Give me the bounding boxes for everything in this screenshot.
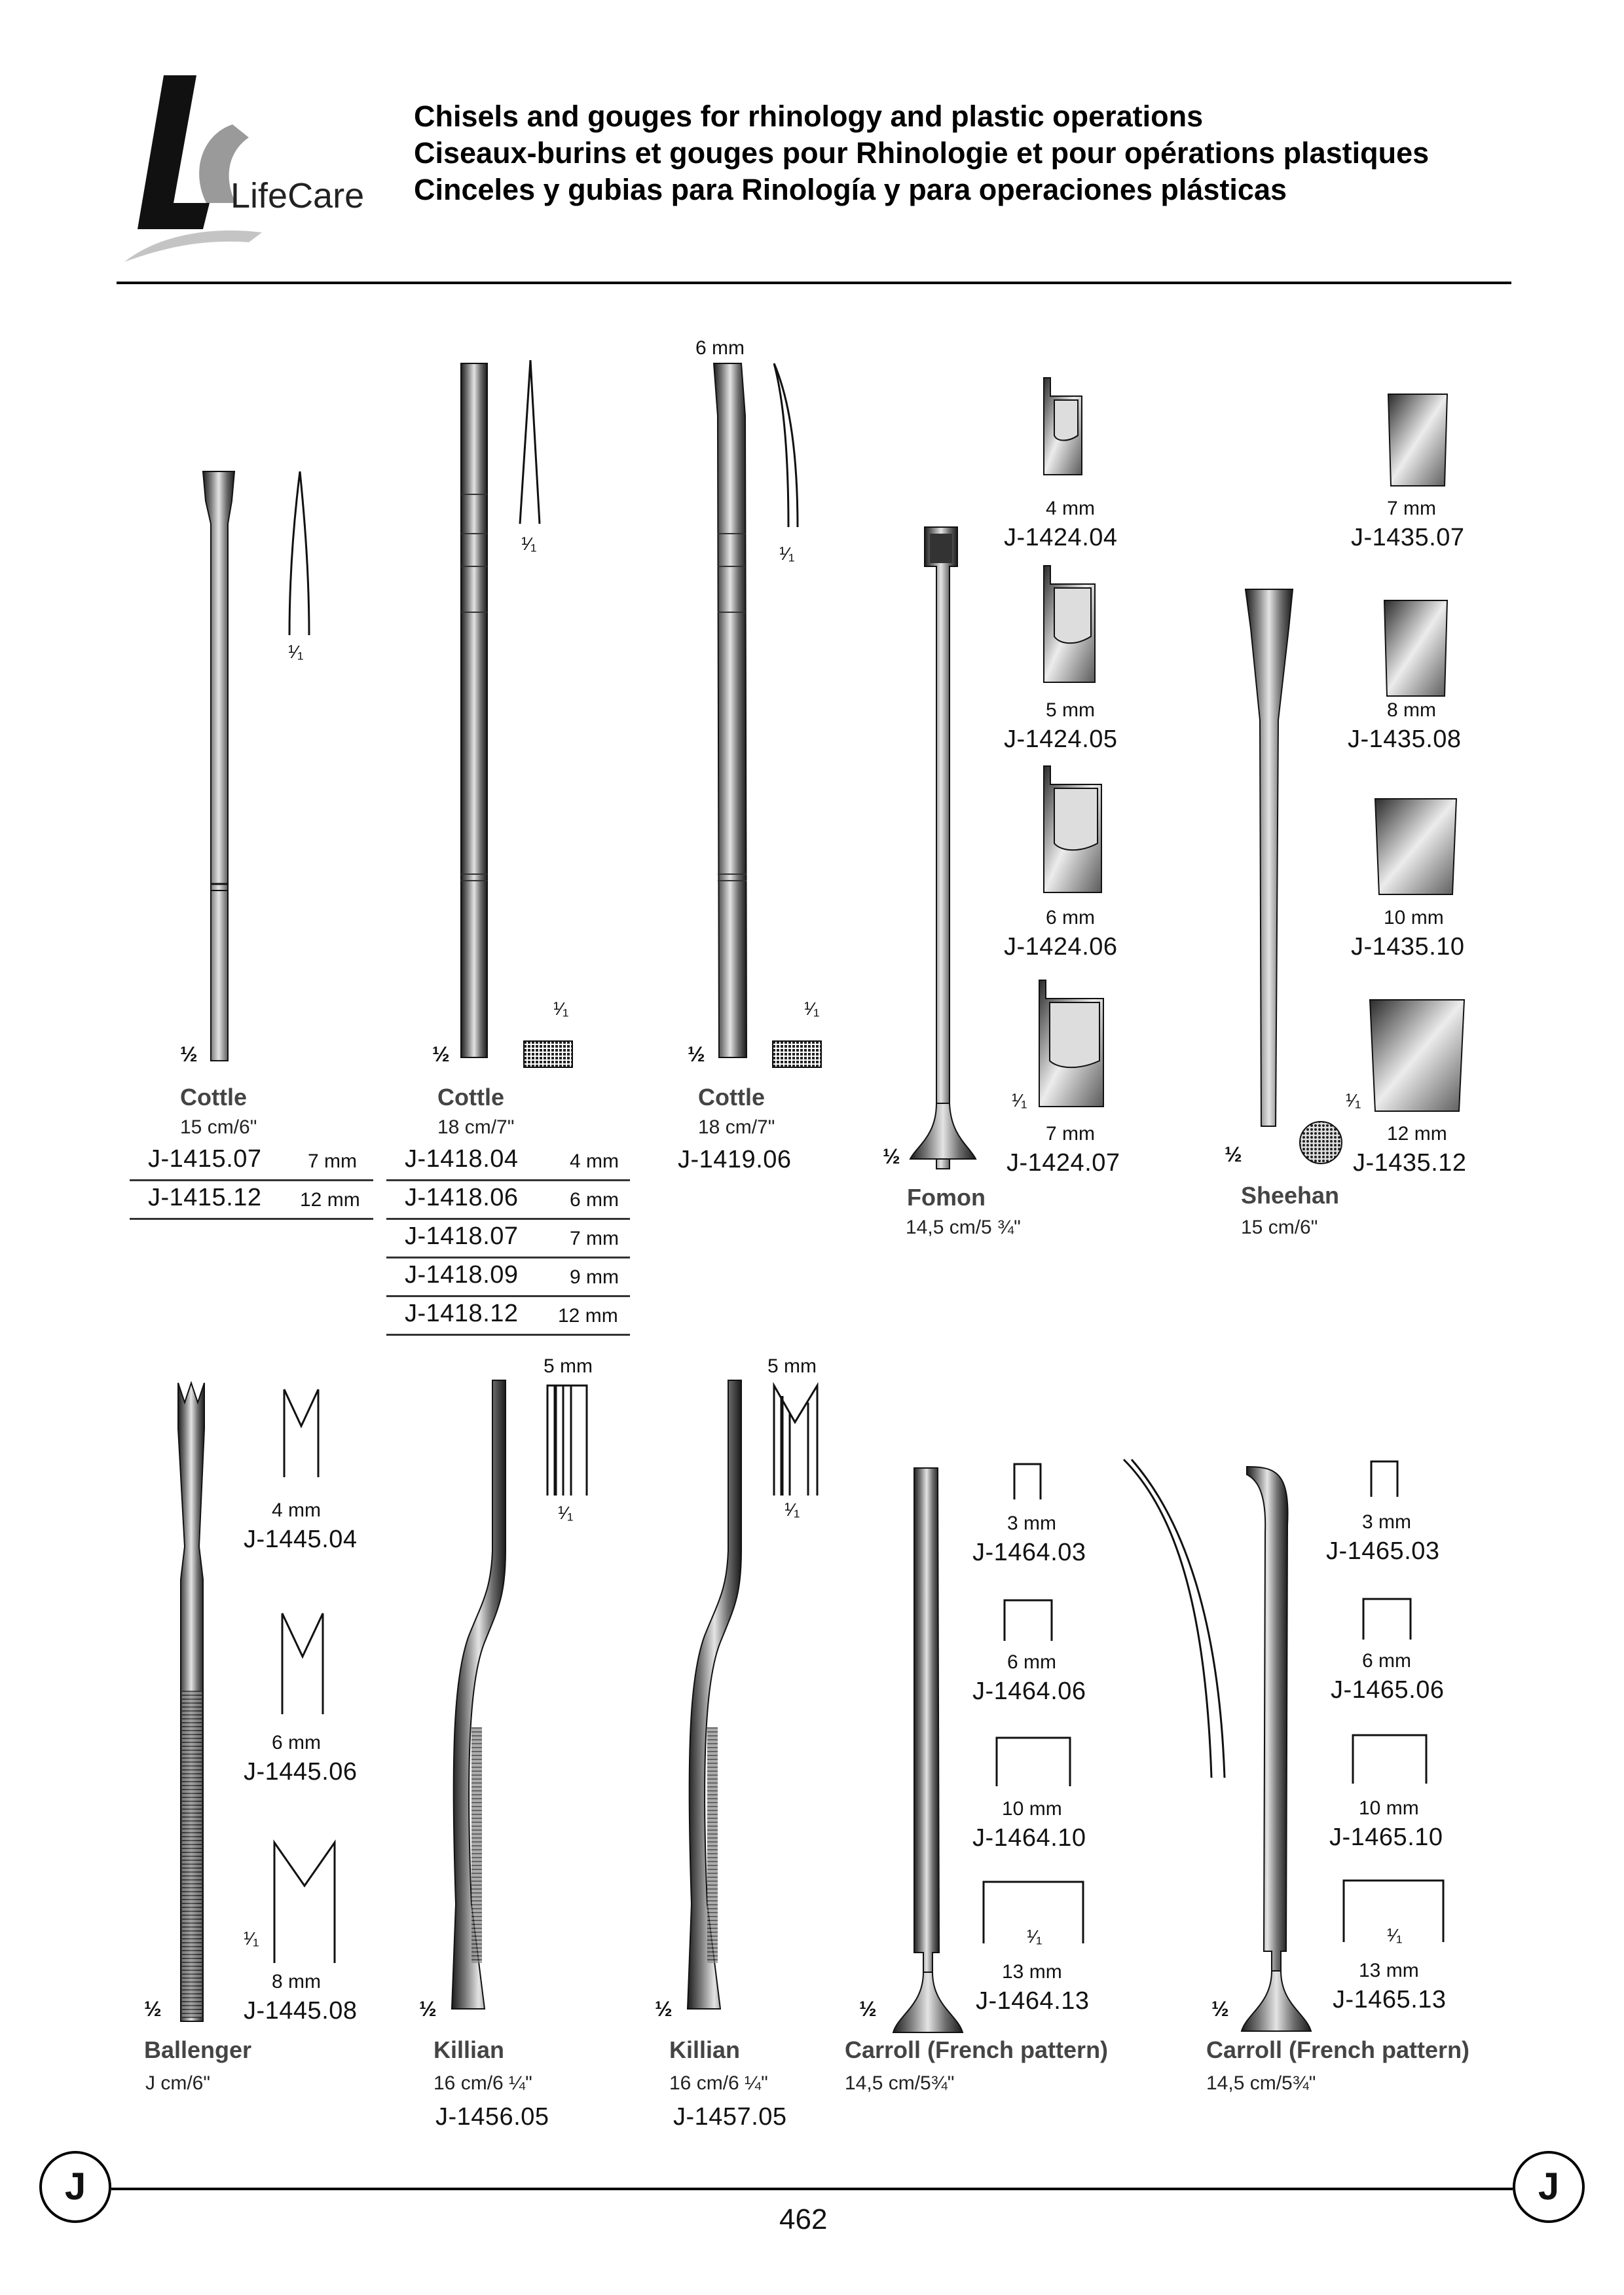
- carroll-1465-tip-3mm-label: 3 mm: [1362, 1511, 1411, 1533]
- cottle-1419-profile-icon: [771, 363, 804, 534]
- cottle-1419-code: J-1419.06: [678, 1146, 792, 1173]
- carroll-1464-name: Carroll (French pattern): [845, 2036, 1109, 2063]
- fomon-tip-5mm-label: 5 mm: [1046, 699, 1095, 721]
- cottle-1415-profile-icon: [287, 471, 313, 642]
- cottle-1418-scale-half: ½: [432, 1042, 450, 1066]
- killian-1456-name: Killian: [434, 2036, 505, 2063]
- cottle-1418-chisel-image: [458, 363, 491, 1064]
- killian-1456-gouge-image: [419, 1380, 511, 2022]
- ballenger-code-06: J-1445.06: [244, 1758, 358, 1786]
- sheehan-tip-10mm-label: 10 mm: [1384, 907, 1444, 928]
- ballenger-tip-4mm-icon: [282, 1387, 321, 1478]
- table-row: J-1418.06 6 mm: [386, 1181, 630, 1220]
- cottle-1418-tip-scale-full: ¹⁄₁: [553, 999, 569, 1019]
- carroll-1465-tip-6mm-icon: [1361, 1596, 1413, 1642]
- lifecare-logo: [118, 72, 380, 262]
- carroll-1465-code-13: J-1465.13: [1333, 1986, 1447, 2013]
- cottle-1419-chisel-image: [712, 363, 752, 1064]
- cottle-1419-scale-full: ¹⁄₁: [779, 543, 795, 564]
- table-row: J-1418.07 7 mm: [386, 1220, 630, 1258]
- carroll-1464-tip-3mm-icon: [1012, 1461, 1044, 1501]
- carroll-1465-tip-scale-full: ¹⁄₁: [1387, 1925, 1403, 1945]
- section-marker-left: J: [39, 2151, 111, 2223]
- ballenger-swivel-knife-image: [175, 1383, 208, 2025]
- sheehan-code-12: J-1435.12: [1353, 1149, 1467, 1177]
- fomon-tip-4mm-label: 4 mm: [1046, 498, 1095, 519]
- sheehan-scale-half: ½: [1225, 1143, 1242, 1166]
- fomon-code-05: J-1424.05: [1004, 725, 1118, 753]
- page-number: 462: [779, 2203, 828, 2235]
- fomon-gouge-image: [910, 527, 982, 1169]
- cottle-1418-size: 18 cm/7": [437, 1116, 515, 1138]
- ballenger-code-08: J-1445.08: [244, 1997, 358, 2025]
- killian-1457-name: Killian: [669, 2036, 741, 2063]
- sheehan-tip-section-icon: [1298, 1120, 1344, 1166]
- carroll-1464-code-13: J-1464.13: [976, 1987, 1090, 2015]
- ballenger-tip-6mm-icon: [280, 1611, 325, 1716]
- carroll-1464-tip-3mm-label: 3 mm: [1007, 1513, 1056, 1534]
- sheehan-size: 15 cm/6": [1241, 1217, 1318, 1238]
- sheehan-tip-12mm-label: 12 mm: [1387, 1123, 1447, 1145]
- killian-1457-code: J-1457.05: [673, 2103, 787, 2131]
- fomon-scale-half: ½: [883, 1145, 900, 1168]
- carroll-1465-name: Carroll (French pattern): [1206, 2036, 1470, 2063]
- carroll-1465-scale-half: ½: [1211, 1997, 1229, 2021]
- table-row: J-1415.07 7 mm: [130, 1143, 373, 1181]
- sheehan-tip-7mm-icon: [1387, 393, 1449, 488]
- cottle-1419-tip-width: 6 mm: [695, 337, 745, 359]
- ballenger-tip-scale-full: ¹⁄₁: [244, 1928, 259, 1949]
- carroll-1464-tip-scale-full: ¹⁄₁: [1027, 1926, 1043, 1947]
- fomon-code-04: J-1424.04: [1004, 524, 1118, 551]
- cottle-1415-name: Cottle: [180, 1084, 247, 1111]
- sheehan-chisel-image: [1244, 589, 1297, 1129]
- cottle-1419-tip-section-icon: [773, 1041, 821, 1067]
- sheehan-name: Sheehan: [1241, 1182, 1340, 1209]
- carroll-1465-tip-10mm-label: 10 mm: [1359, 1797, 1419, 1819]
- table-row: J-1415.12 12 mm: [130, 1181, 373, 1220]
- fomon-name: Fomon: [907, 1184, 986, 1211]
- title-english: Chisels and gouges for rhinology and plastic operations: [414, 100, 1204, 133]
- ballenger-code-04: J-1445.04: [244, 1526, 358, 1553]
- carroll-1464-scale-half: ½: [859, 1997, 877, 2021]
- title-french: Ciseaux-burins et gouges pour Rhinologie et pour opérations plastiques: [414, 136, 1430, 170]
- carroll-1465-size: 14,5 cm/5¾": [1206, 2072, 1316, 2094]
- carroll-1465-tip-3mm-icon: [1369, 1459, 1401, 1498]
- carroll-1464-code-06: J-1464.06: [972, 1678, 1086, 1705]
- carroll-1464-tip-10mm-label: 10 mm: [1002, 1798, 1062, 1820]
- sheehan-tip-8mm-label: 8 mm: [1387, 699, 1436, 721]
- cottle-1415-size: 15 cm/6": [180, 1116, 257, 1138]
- fomon-size: 14,5 cm/5 ¾": [906, 1217, 1021, 1238]
- fomon-tip-6mm-icon: [1043, 765, 1108, 896]
- killian-1457-tip-width: 5 mm: [767, 1355, 817, 1377]
- ballenger-name: Ballenger: [144, 2036, 252, 2063]
- cottle-1415-scale-full: ¹⁄₁: [288, 642, 304, 662]
- carroll-1464-code-03: J-1464.03: [972, 1539, 1086, 1566]
- header-divider: [117, 282, 1511, 284]
- carroll-1465-gouge-image: [1238, 1467, 1316, 2043]
- footer-divider: [111, 2188, 1513, 2190]
- fomon-code-07: J-1424.07: [1006, 1149, 1120, 1177]
- ballenger-tip-4mm-label: 4 mm: [272, 1499, 321, 1521]
- sheehan-code-07: J-1435.07: [1351, 524, 1465, 551]
- brand-name: LifeCare: [231, 176, 365, 215]
- fomon-tip-5mm-icon: [1043, 564, 1101, 689]
- killian-1456-code: J-1456.05: [435, 2103, 549, 2131]
- killian-1457-scale-full: ¹⁄₁: [784, 1499, 800, 1520]
- carroll-1464-tip-6mm-label: 6 mm: [1007, 1651, 1056, 1673]
- carroll-curved-profile-icon: [1121, 1457, 1232, 1784]
- page-title: [414, 98, 1429, 208]
- sheehan-tip-scale-full: ¹⁄₁: [1346, 1090, 1361, 1111]
- sheehan-tip-8mm-icon: [1383, 599, 1449, 697]
- sheehan-code-10: J-1435.10: [1351, 933, 1465, 961]
- ballenger-tip-8mm-icon: [272, 1840, 337, 1964]
- cottle-1419-tip-scale-full: ¹⁄₁: [804, 999, 820, 1019]
- carroll-1464-tip-6mm-icon: [1002, 1598, 1054, 1643]
- cottle-1415-scale-half: ½: [180, 1042, 198, 1066]
- carroll-1465-tip-6mm-label: 6 mm: [1362, 1650, 1411, 1672]
- killian-1457-gouge-image: [655, 1380, 747, 2022]
- fomon-tip-7mm-label: 7 mm: [1046, 1123, 1095, 1145]
- killian-1457-scale-half: ½: [655, 1997, 673, 2021]
- table-row: J-1418.09 9 mm: [386, 1258, 630, 1297]
- carroll-1464-code-10: J-1464.10: [972, 1824, 1086, 1852]
- killian-1456-size: 16 cm/6 ¼": [434, 2072, 532, 2094]
- ballenger-tip-6mm-label: 6 mm: [272, 1732, 321, 1753]
- carroll-1465-code-06: J-1465.06: [1331, 1676, 1445, 1704]
- carroll-1465-tip-10mm-icon: [1350, 1733, 1429, 1785]
- fomon-tip-4mm-icon: [1043, 376, 1088, 481]
- cottle-1418-scale-full: ¹⁄₁: [521, 534, 537, 554]
- cottle-1415-chisel-image: [202, 471, 241, 1074]
- killian-1456-scale-full: ¹⁄₁: [558, 1503, 574, 1523]
- cottle-1418-profile-icon: [517, 360, 544, 530]
- fomon-code-06: J-1424.06: [1004, 933, 1118, 961]
- sheehan-tip-7mm-label: 7 mm: [1387, 498, 1436, 519]
- title-spanish: Cinceles y gubias para Rinología y para operaciones plásticas: [414, 173, 1287, 206]
- killian-1457-tip-profile-icon: [771, 1383, 821, 1497]
- section-marker-right: J: [1513, 2151, 1585, 2223]
- ballenger-tip-8mm-label: 8 mm: [272, 1971, 321, 1992]
- sheehan-tip-12mm-icon: [1369, 999, 1467, 1113]
- killian-1456-tip-profile-icon: [545, 1383, 591, 1497]
- fomon-tip-6mm-label: 6 mm: [1046, 907, 1095, 928]
- carroll-1464-size: 14,5 cm/5¾": [845, 2072, 955, 2094]
- killian-1457-size: 16 cm/6 ¼": [669, 2072, 768, 2094]
- carroll-1464-tip-10mm-icon: [994, 1735, 1073, 1788]
- fomon-tip-7mm-icon: [1038, 979, 1110, 1110]
- table-row: J-1418.12 12 mm: [386, 1297, 630, 1336]
- cottle-1419-scale-half: ½: [688, 1042, 705, 1066]
- carroll-1465-code-10: J-1465.10: [1329, 1824, 1443, 1851]
- carroll-1464-tip-13mm-label: 13 mm: [1002, 1961, 1062, 1983]
- sheehan-tip-10mm-icon: [1374, 798, 1459, 896]
- sheehan-code-08: J-1435.08: [1348, 725, 1462, 753]
- killian-1456-scale-half: ½: [419, 1997, 437, 2021]
- carroll-1465-tip-13mm-label: 13 mm: [1359, 1960, 1419, 1981]
- cottle-1419-size: 18 cm/7": [698, 1116, 775, 1138]
- cottle-1418-tip-section-icon: [524, 1041, 572, 1067]
- fomon-tip-scale-full: ¹⁄₁: [1012, 1090, 1027, 1111]
- killian-1456-tip-width: 5 mm: [544, 1355, 593, 1377]
- ballenger-scale-half: ½: [144, 1997, 162, 2021]
- cottle-1418-name: Cottle: [437, 1084, 504, 1111]
- carroll-1465-code-03: J-1465.03: [1326, 1537, 1440, 1565]
- cottle-1419-name: Cottle: [698, 1084, 765, 1111]
- table-row: J-1418.04 4 mm: [386, 1143, 630, 1181]
- carroll-1464-gouge-image: [892, 1468, 964, 2044]
- ballenger-size: J cm/6": [145, 2072, 210, 2094]
